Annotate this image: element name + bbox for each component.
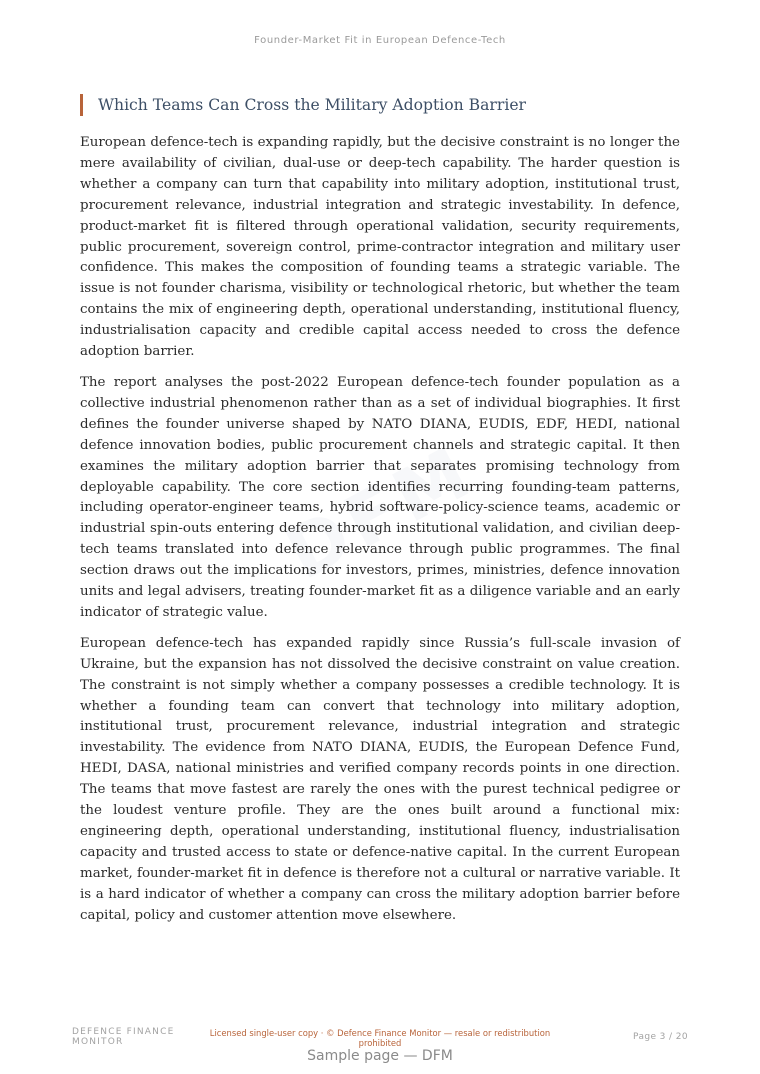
section-heading-block (80, 94, 683, 116)
page-number: Page 3 / 20 (633, 1032, 688, 1042)
footer-brand (72, 1027, 174, 1047)
sample-page-label: Sample page — DFM (307, 1048, 453, 1064)
footer-brand-line-2: MONITOR (72, 1037, 124, 1047)
footer-brand-line-1: DEFENCE FINANCE (72, 1027, 175, 1037)
paragraph-2: The report analyses the post-2022 European defence-tech founder population as a collective industrial phenomenon rather than as a set of individual biographies. It first defines the founder universe shaped by NATO DIANA, EUDIS, EDF, HEDI, national defence innovation bodies, public procurement channels and strategic capital. It then examines the military adoption barrier that separates promising technology from deployable capability. The core section identifies recurring founding-team patterns, including operator-engineer teams, hybrid software-policy-science teams, academic or industrial spin-outs entering defence through institutional validation, and civilian deep-tech teams translated into defence relevance through public programmes. The final section draws out the implications for investors, primes, ministries, defence innovation units and legal advisers, treating founder-market fit as a diligence variable and an early indicator of strategic value. (80, 374, 680, 620)
running-header: Founder-Market Fit in European Defence-Tech (254, 35, 506, 46)
section-heading: Which Teams Can Cross the Military Adoption Barrier (98, 96, 527, 114)
paragraph-3: European defence-tech has expanded rapidly since Russia’s full-scale invasion of Ukraine, but the expansion has not dissolved the decisive constraint on value creation. The constraint is not simply whether a company possesses a credible technology. It is whether a founding team can convert that technology into military adoption, institutional trust, procurement relevance, industrial integration and strategic investability. The evidence from NATO DIANA, EUDIS, the European Defence Fund, HEDI, DASA, national ministries and verified company records points in one direction. The teams that move fastest are rarely the ones with the purest technical pedigree or the loudest venture profile. They are the ones built around a functional mix: engineering depth, operational understanding, institutional fluency, industrialisation capacity and trusted access to state or defence-native capital. In the current European market, founder-market fit in defence is therefore not a cultural or narrative variable. It is a hard indicator of whether a company can cross the military adoption barrier before capital, policy and customer attention move elsewhere. (80, 635, 680, 923)
section-body (80, 133, 680, 937)
paragraph-1: European defence-tech is expanding rapidly, but the decisive constraint is no longer the mere availability of civilian, dual-use or deep-tech capability. The harder question is whether a company can turn that capability into military adoption, institutional trust, procurement relevance, industrial integration and strategic investability. In defence, product-market fit is filtered through operational validation, security requirements, public procurement, sovereign control, prime-contractor integration and military user confidence. This makes the composition of founding teams a strategic variable. The issue is not founder charisma, visibility or technological rhetoric, but whether the team contains the mix of engineering depth, operational understanding, institutional fluency, industrialisation capacity and credible capital access needed to cross the defence adoption barrier. (80, 135, 680, 360)
footer-license-notice: Licensed single-user copy · © Defence Finance Monitor — resale or redistribution prohibited (209, 1028, 551, 1048)
